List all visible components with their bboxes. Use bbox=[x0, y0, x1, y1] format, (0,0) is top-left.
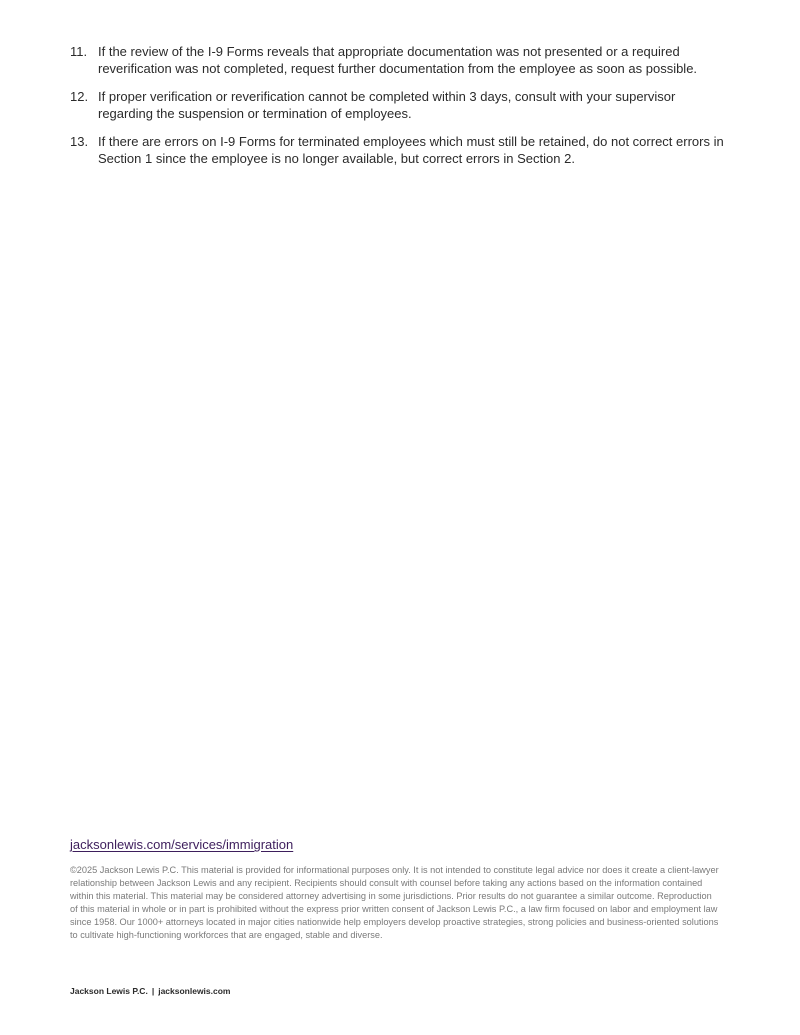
page-footer bbox=[70, 986, 231, 997]
list-item-text: If the review of the I-9 Forms reveals that appropriate documentation was not presented or a required reverification was not completed, request further documentation from the employee as soon as possible. bbox=[98, 44, 698, 76]
list-item-number: 13. bbox=[70, 134, 89, 149]
footer-separator: | bbox=[151, 986, 155, 996]
list-item bbox=[70, 44, 730, 77]
firm-website-link[interactable]: jacksonlewis.com bbox=[158, 986, 231, 996]
numbered-list bbox=[70, 44, 730, 179]
list-item-text: If there are errors on I-9 Forms for terminated employees which must still be retained, do not correct errors in Section 1 since the employee is no longer available, but correct errors in Section 2. bbox=[98, 134, 724, 166]
list-item-number: 11. bbox=[70, 44, 88, 59]
list-item bbox=[70, 134, 730, 167]
list-item-text: If proper verification or reverification cannot be completed within 3 days, consult with your supervisor regarding the suspension or termination of employees. bbox=[98, 89, 676, 121]
legal-disclaimer: ©2025 Jackson Lewis P.C. This material is provided for informational purposes only. It is not intended to constitute legal advice nor does it create a client-lawyer relationship between Jackson Lewis and any recipient. Recipients should consult with counsel before taking any actions based on the information contained within this material. This material may be considered attorney advertising in some jurisdictions. Prior results do not guarantee a similar outcome. Reproduction of this material in whole or in part is prohibited without the express prior written consent of Jackson Lewis P.C., a law firm focused on labor and employment law since 1958. Our 1000+ attorneys located in major cities nationwide help employers develop proactive strategies, strong policies and business-oriented solutions to cultivate high-functioning workforces that are engaged, stable and diverse. bbox=[70, 865, 719, 940]
firm-name: Jackson Lewis P.C. bbox=[70, 986, 148, 996]
list-item bbox=[70, 89, 730, 122]
immigration-services-link[interactable]: jacksonlewis.com/services/immigration bbox=[70, 837, 294, 852]
list-item-number: 12. bbox=[70, 89, 89, 104]
